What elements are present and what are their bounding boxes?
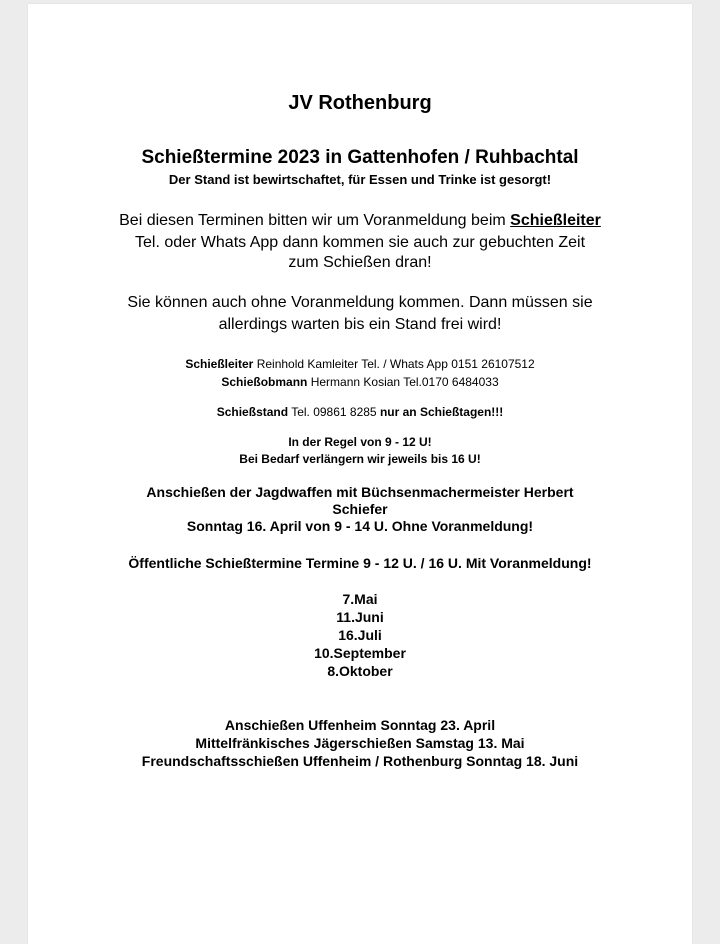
contact-label: Schießleiter — [185, 357, 254, 371]
registration-line-1 — [28, 212, 692, 230]
anschiessen-line-1: Anschießen der Jagdwaffen mit Büchsenmachermeister Herbert — [146, 484, 574, 500]
document-subheading: Der Stand ist bewirtschaftet, für Essen und Trinke ist gesorgt! — [168, 172, 552, 187]
anschiessen-line-3: Sonntag 16. April von 9 - 14 U. Ohne Voranmeldung! — [186, 518, 534, 534]
date-item: 7.Mai — [342, 591, 378, 607]
contact-label: Schießobmann — [221, 375, 308, 389]
registration-line-2: Tel. oder Whats App dann kommen sie auch zur gebuchten Zeit — [134, 234, 586, 251]
contact-label: Schießstand — [216, 405, 289, 419]
anschiessen-line-2: Schiefer — [332, 501, 388, 517]
document-page — [28, 4, 692, 944]
contact-value: Tel. 09861 8285 — [288, 405, 380, 419]
contact-value: Hermann Kosian Tel.0170 6484033 — [307, 375, 499, 389]
event-item: Anschießen Uffenheim Sonntag 23. April — [224, 717, 496, 733]
walkin-line-1: Sie können auch ohne Voranmeldung kommen. Dann müssen sie — [127, 294, 593, 311]
date-item: 11.Juni — [336, 609, 384, 625]
contact-schiessleiter — [28, 357, 692, 371]
event-item: Mittelfränkisches Jägerschießen Samstag 13. Mai — [195, 735, 525, 751]
registration-text: Bei diesen Terminen bitten wir um Voranmeldung beim — [119, 212, 511, 229]
contact-schiessobmann — [28, 375, 692, 389]
contact-schiessstand — [28, 405, 692, 419]
public-dates-heading: Öffentliche Schießtermine Termine 9 - 12 U. / 16 U. Mit Voranmeldung! — [128, 555, 592, 571]
document-title: JV Rothenburg — [288, 92, 432, 114]
event-item: Freundschaftsschießen Uffenheim / Rothenburg Sonntag 18. Juni — [141, 753, 579, 769]
contact-note: nur an Schießtagen!!! — [379, 405, 504, 419]
date-item: 8.Oktober — [327, 663, 393, 679]
hours-line-1: In der Regel von 9 - 12 U! — [288, 435, 432, 449]
schiessleiter-link[interactable]: Schießleiter — [510, 212, 601, 229]
date-item: 16.Juli — [338, 627, 382, 643]
contact-value: Reinhold Kamleiter Tel. / Whats App 0151 26107512 — [253, 357, 535, 371]
registration-line-3: zum Schießen dran! — [288, 254, 432, 271]
document-heading: Schießtermine 2023 in Gattenhofen / Ruhbachtal — [141, 147, 579, 168]
walkin-line-2: allerdings warten bis ein Stand frei wird! — [218, 316, 502, 333]
date-item: 10.September — [314, 645, 406, 661]
hours-line-2: Bei Bedarf verlängern wir jeweils bis 16 U! — [239, 452, 481, 466]
